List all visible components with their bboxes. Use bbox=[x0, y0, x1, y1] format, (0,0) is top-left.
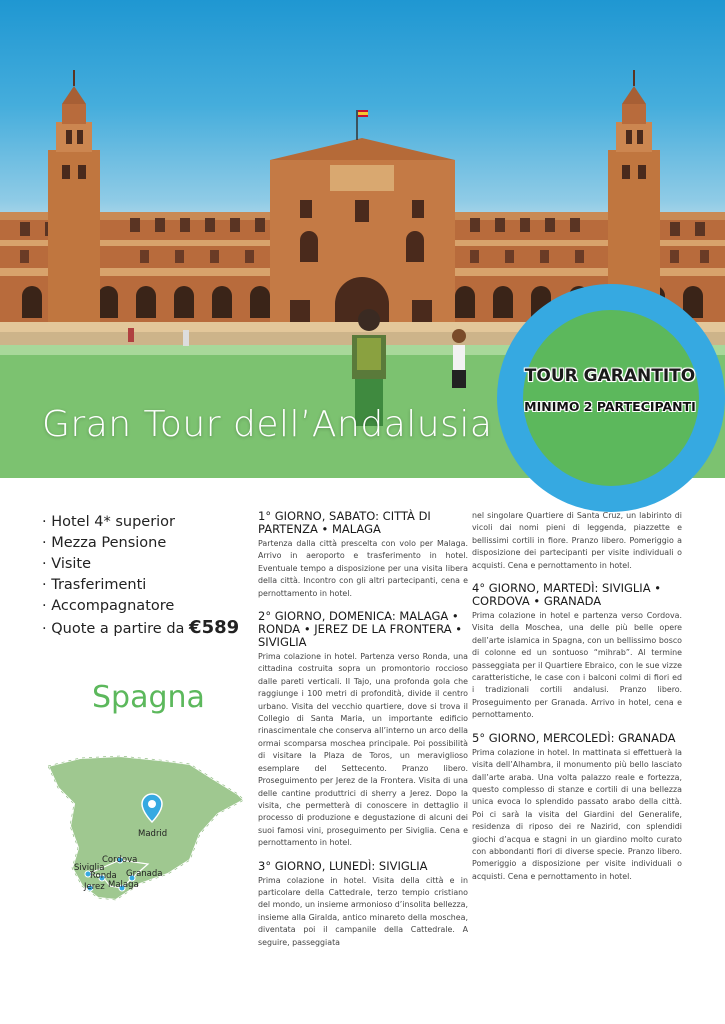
price-item bbox=[42, 617, 239, 640]
day-1-block bbox=[258, 510, 468, 600]
city-label-madrid: Madrid bbox=[138, 829, 168, 839]
feature-item: · Visite bbox=[42, 556, 92, 572]
price-value: €589 bbox=[189, 617, 240, 638]
itinerary-column-1 bbox=[258, 510, 468, 959]
day-3-text-part1: Prima colazione in hotel. Visita della città e in particolare della Cattedrale, terzo tempio cristiano del mondo, un insieme armonioso d’insolita bellezza, insieme alla Giralda, antico minareto della moschea, diventata poi il campanile della Cattedrale. A seguire, passeggiata bbox=[258, 875, 468, 947]
tour-features-list bbox=[42, 512, 239, 640]
tour-garantito-badge bbox=[523, 310, 699, 486]
feature-item: · Mezza Pensione bbox=[42, 535, 167, 551]
day-4-text: Prima colazione in hotel e partenza verso Cordova. Visita della Moschea, una delle più belle opere dell’arte islamica in Spagna, con un bellissimo bosco di colonne ed un sontuoso “mihrab”. Al termine passeggiata per il Quartiere Ebraico, con le sue vizze caratteristiche, le case con i balconi colmi di fiori ed i tradizionali cortili andalusi. Pranzo libero. Proseguimento per Granada. Arrivo in hotel, cena e pernottamento. bbox=[472, 611, 682, 720]
city-label-siviglia: Siviglia bbox=[74, 863, 105, 873]
city-label-granada: Granada bbox=[126, 869, 163, 879]
spain-map bbox=[40, 748, 250, 908]
day-1-text: Partenza dalla città prescelta con volo per Malaga. Arrivo in aeroporto e trasferimento in hotel. Eventuale tempo a disposizione per una visita libera della città. Incontro con gli altri partecipanti, cena e pernottamento in hotel. bbox=[258, 539, 468, 598]
country-heading: Spagna bbox=[92, 680, 205, 715]
city-label-malaga: Malaga bbox=[108, 880, 139, 890]
day-3-block bbox=[258, 860, 468, 949]
day-5-text: Prima colazione in hotel. In mattinata si effettuerà la visita dell’Alhambra, il monumento più bello lasciato dall’arte araba. Una volta palazzo reale e fortezza, questo complesso di stanze e cortili di una bellezza unica evoca lo splendido passato arabo della città. Poi ci sarà la visita del Giardini del Generalife, residenza di riposo dei re Nazirid, con splendidi giochi d’acqua e stagni in un giardino molto curato con abbondanti fiori di diverse specie. Pranzo libero. Pomeriggio a disposizione per visite individuali o acquisti. Cena e pernottamento in hotel. bbox=[472, 747, 682, 881]
page-title: Gran Tour dell’Andalusia bbox=[42, 404, 493, 445]
day-2-text: Prima colazione in hotel. Partenza verso Ronda, una cittadina costruita sopra un promontorio roccioso dalle pareti verticali. Il Tajo, una profonda gola che raggiunge i 100 metri di profondità, divide il centro urbano. Visita del vecchio quartiere, dove si trova il Collegio di Santa Maria, un importante edificio rinascimentale che conserva all’interno un arco della ormai scomparsa moschea principale. Poi possibilità di visitare la Plaza de Toros, un meraviglioso esemplare del Settecento. Pranzo libero. Proseguimento per Jerez de la Frontera. Visita di una delle cantine produttrici di sherry a Jerez. Dopo la visita, che permetterà di conoscere in dettaglio il processo di produzione e degustazione di alcuni dei suoi famosi vini, proseguimento per Siviglia. Cena e pernottamento in hotel. bbox=[258, 652, 468, 848]
badge-title: TOUR GARANTITO bbox=[524, 366, 696, 386]
city-label-jerez: Jerez bbox=[84, 882, 105, 892]
day-3-title: 3° GIORNO, LUNEDÌ: SIVIGLIA bbox=[258, 858, 428, 873]
feature-item: · Hotel 4* superior bbox=[42, 514, 176, 530]
day-5-title: 5° GIORNO, MERCOLEDÌ: GRANADA bbox=[472, 730, 676, 745]
city-label-cordova: Cordova bbox=[102, 855, 138, 865]
feature-item: · Accompagnatore bbox=[42, 598, 175, 614]
badge-subtitle: MINIMO 2 PARTECIPANTI bbox=[524, 399, 696, 414]
price-label: · Quote a partire da bbox=[42, 621, 190, 637]
day-2-block bbox=[258, 610, 468, 850]
day-2-title: 2° GIORNO, DOMENICA: MALAGA • RONDA • JEREZ DE LA FRONTERA • SIVIGLIA bbox=[258, 609, 463, 650]
itinerary-column-2 bbox=[472, 510, 682, 893]
day-3-text-part2: nel singolare Quartiere di Santa Cruz, un labirinto di vicoli dai nomi pieni di leggenda, piazzette e bellissimi cortili in fiore. Pranzo libero. Pomeriggio a disposizione dei partecipanti per visite individuali o acquisti. Cena e pernottamento in hotel. bbox=[472, 511, 682, 570]
day-1-title: 1° GIORNO, SABATO: CITTÀ DI PARTENZA • MALAGA bbox=[258, 509, 431, 536]
day-4-block bbox=[472, 582, 682, 722]
day-4-title: 4° GIORNO, MARTEDÌ: SIVIGLIA • CORDOVA • GRANADA bbox=[472, 581, 662, 609]
feature-item: · Trasferimenti bbox=[42, 577, 147, 593]
day-5-block bbox=[472, 732, 682, 883]
day-3-continued bbox=[472, 510, 682, 572]
city-label-ronda: Ronda bbox=[90, 871, 117, 881]
